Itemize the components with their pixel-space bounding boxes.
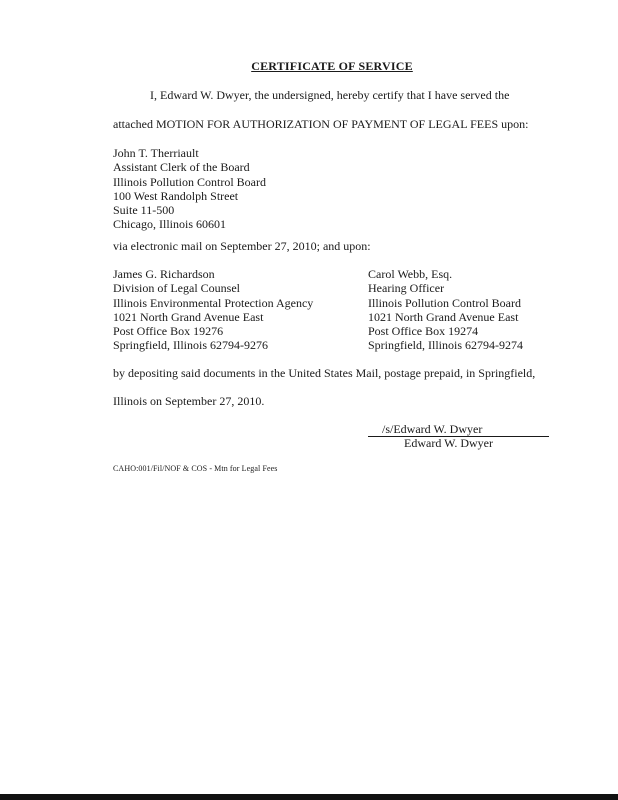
address-line: Chicago, Illinois 60601 (113, 217, 226, 232)
address-line: 100 West Randolph Street (113, 188, 239, 203)
recipient-iepa-address (113, 267, 313, 353)
page-bottom-border (0, 794, 618, 800)
intro-line-1: I, Edward W. Dwyer, the undersigned, hereby certify that I have served the (150, 88, 510, 102)
recipient-hearing-officer-address (368, 267, 523, 353)
address-line: Post Office Box 19274 (368, 324, 479, 339)
address-line: 1021 North Grand Avenue East (113, 309, 264, 324)
document-title: CERTIFICATE OF SERVICE (251, 59, 413, 73)
service-method-line: via electronic mail on September 27, 2010; and upon: (113, 239, 371, 253)
closing-line-2: Illinois on September 27, 2010. (113, 394, 265, 408)
address-line: John T. Therriault (113, 146, 199, 160)
address-line: Illinois Pollution Control Board (113, 174, 267, 189)
address-line: Post Office Box 19276 (113, 324, 224, 339)
address-line: Springfield, Illinois 62794-9276 (113, 338, 268, 353)
signer-printed-name: Edward W. Dwyer (404, 436, 493, 450)
intro-line-2: attached MOTION FOR AUTHORIZATION OF PAYMENT OF LEGAL FEES upon: (113, 117, 529, 131)
address-line: Division of Legal Counsel (113, 281, 240, 296)
address-line: Illinois Pollution Control Board (368, 295, 522, 310)
address-line: James G. Richardson (113, 267, 215, 281)
address-line: Suite 11-500 (113, 203, 175, 218)
address-line: Springfield, Illinois 62794-9274 (368, 338, 523, 353)
address-line: 1021 North Grand Avenue East (368, 309, 519, 324)
address-line: Hearing Officer (368, 281, 445, 296)
address-line: Carol Webb, Esq. (368, 267, 453, 281)
electronic-signature: /s/Edward W. Dwyer (382, 422, 483, 436)
signature-line (368, 422, 549, 437)
document-reference-footer: CAHO:001/Fil/NOF & COS - Mtn for Legal Fees (113, 464, 278, 473)
address-line: Assistant Clerk of the Board (113, 160, 250, 175)
recipient-clerk-address (113, 146, 266, 232)
closing-line-1: by depositing said documents in the United States Mail, postage prepaid, in Springfield, (113, 366, 536, 380)
address-line: Illinois Environmental Protection Agency (113, 295, 314, 310)
